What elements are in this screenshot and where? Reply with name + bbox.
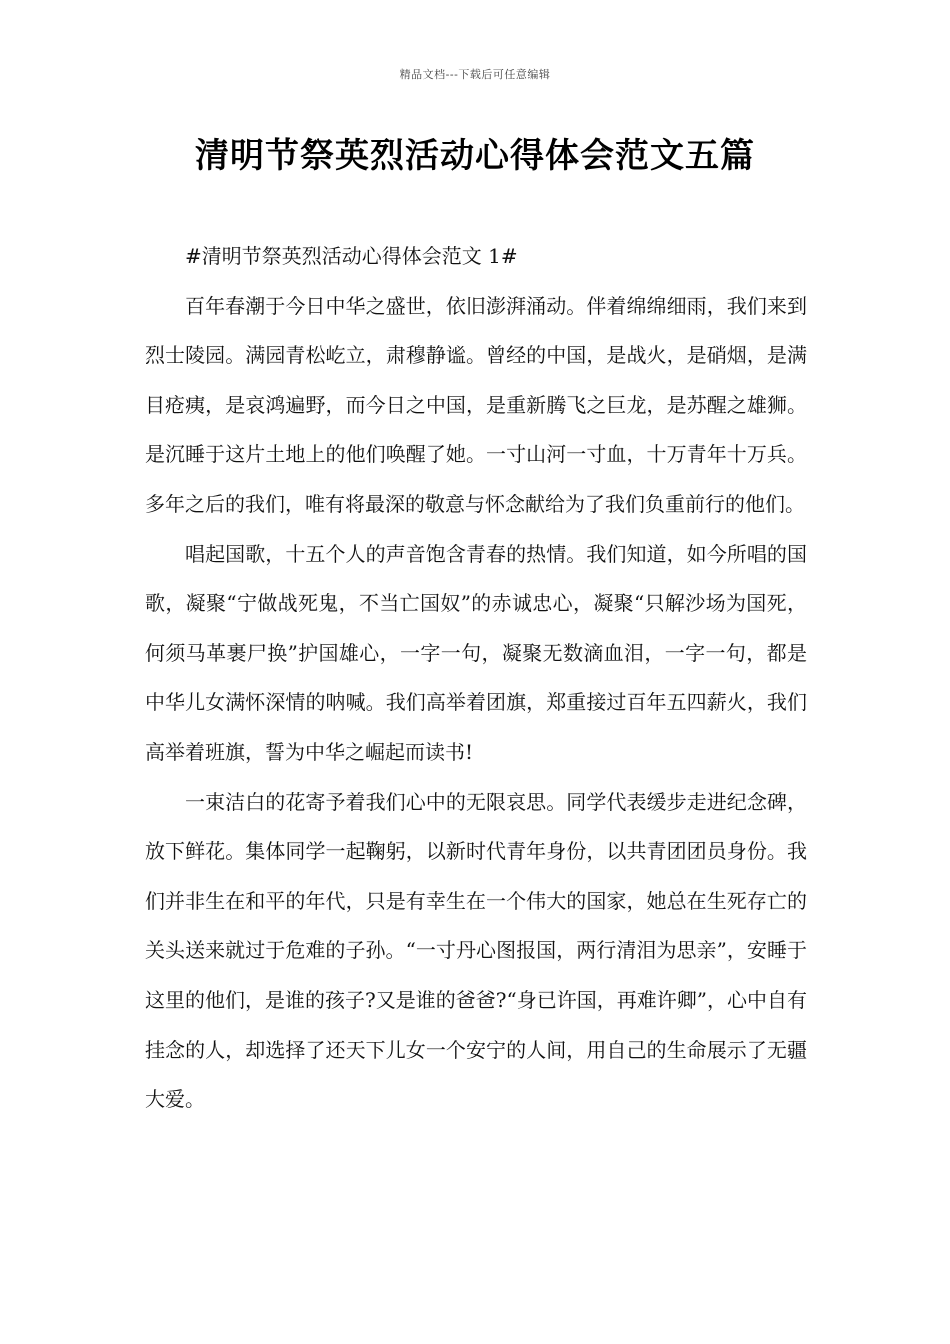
section-heading: #清明节祭英烈活动心得体会范文 1#: [185, 244, 518, 268]
document-title: 清明节祭英烈活动心得体会范文五篇: [195, 136, 755, 176]
paragraph-1: 百年春潮于今日中华之盛世，依旧澎湃涌动。伴着绵绵细雨，我们来到烈士陵园。满园青松屹立，肃穆静谧。曾经的中国，是战火，是硝烟，是满目疮痍，是哀鸿遍野，而今日之中国，是重新腾飞之巨龙，是苏醒之雄狮。是沉睡于这片土地上的他们唤醒了她。一寸山河一寸血，十万青年十万兵。多年之后的我们，唯有将最深的敬意与怀念献给为了我们负重前行的他们。: [145, 293, 807, 516]
document-body: [145, 232, 807, 1125]
paragraph-2: 唱起国歌，十五个人的声音饱含青春的热情。我们知道，如今所唱的国歌，凝聚“宁做战死鬼，不当亡国奴”的赤诚忠心，凝聚“只解沙场为国死，何须马革裹尸换”护国雄心，一字一句，凝聚无数滴血泪，一字一句，都是中华儿女满怀深情的呐喊。我们高举着团旗，郑重接过百年五四薪火，我们高举着班旗，誓为中华之崛起而读书!: [145, 541, 807, 764]
header-note: 精品文档---下载后可任意编辑: [399, 68, 551, 81]
paragraph-3: 一束洁白的花寄予着我们心中的无限哀思。同学代表缓步走进纪念碑，放下鲜花。集体同学一起鞠躬，以新时代青年身份，以共青团团员身份。我们并非生在和平的年代，只是有幸生在一个伟大的国家，她总在生死存亡的关头送来就过于危难的子孙。“一寸丹心图报国，两行清泪为思亲”，安睡于这里的他们，是谁的孩子?又是谁的爸爸?“身已许国，再难许卿”，心中自有挂念的人，却选择了还天下儿女一个安宁的人间，用自己的生命展示了无疆大爱。: [145, 789, 807, 1112]
